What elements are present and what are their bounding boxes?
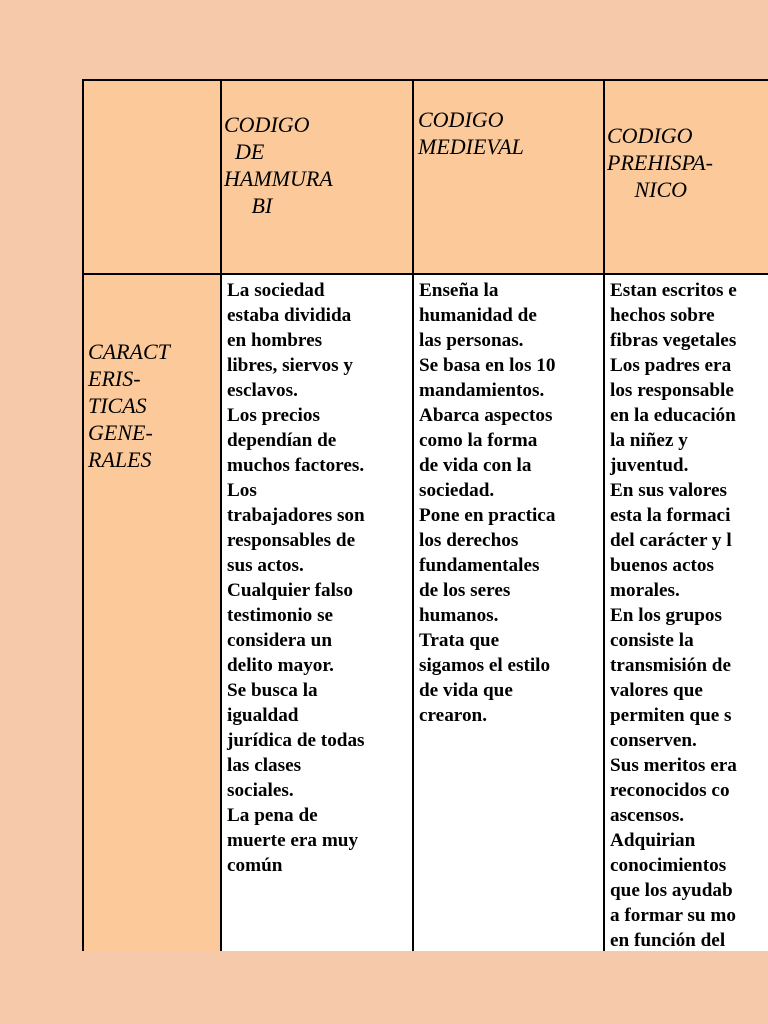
content-cell-medieval bbox=[413, 274, 604, 951]
header-medieval: CODIGO MEDIEVAL bbox=[418, 107, 524, 159]
row-label-cell bbox=[83, 274, 221, 951]
content-prehispanico: Estan escritos e hechos sobre fibras vegetales Los padres era los responsable en la educación la niñez y juventud. En sus valores esta la formaci del carácter y l buenos actos morales. En los grupos consiste la transmisión de valores que permiten que s conserven. Sus meritos era reconocidos co ascensos. Adquirian conocimientos que los ayudab a formar su mo en función del bbox=[610, 280, 737, 951]
header-row bbox=[83, 80, 768, 274]
content-hammurabi: La sociedad estaba dividida en hombres libres, siervos y esclavos. Los precios dependían de muchos factores. Los trabajadores son responsables de sus actos. Cualquier falso testimonio se considera un delito mayor. Se busca la igualdad jurídica de todas las clases sociales. La pena de muerte era muy común bbox=[227, 280, 365, 876]
content-medieval: Enseña la humanidad de las personas. Se basa en los 10 mandamientos. Abarca aspectos como la forma de vida con la sociedad. Pone en practica los derechos fundamentales de los seres humanos. Trata que sigamos el estilo de vida que crearon. bbox=[419, 280, 556, 726]
content-cell-hammurabi bbox=[221, 274, 413, 951]
comparison-table bbox=[82, 79, 768, 951]
header-prehispanico: CODIGO PREHISPA- NICO bbox=[607, 123, 713, 202]
content-cell-prehispanico bbox=[604, 274, 768, 951]
header-hammurabi: CODIGO DE HAMMURA BI bbox=[224, 112, 333, 218]
header-cell-prehispanico bbox=[604, 80, 768, 274]
row-label: CARACT ERIS- TICAS GENE- RALES bbox=[88, 339, 170, 472]
header-cell-medieval bbox=[413, 80, 604, 274]
characteristics-row bbox=[83, 274, 768, 951]
header-cell-hammurabi bbox=[221, 80, 413, 274]
comparison-table-wrapper bbox=[82, 79, 768, 951]
header-corner-cell bbox=[83, 80, 221, 274]
